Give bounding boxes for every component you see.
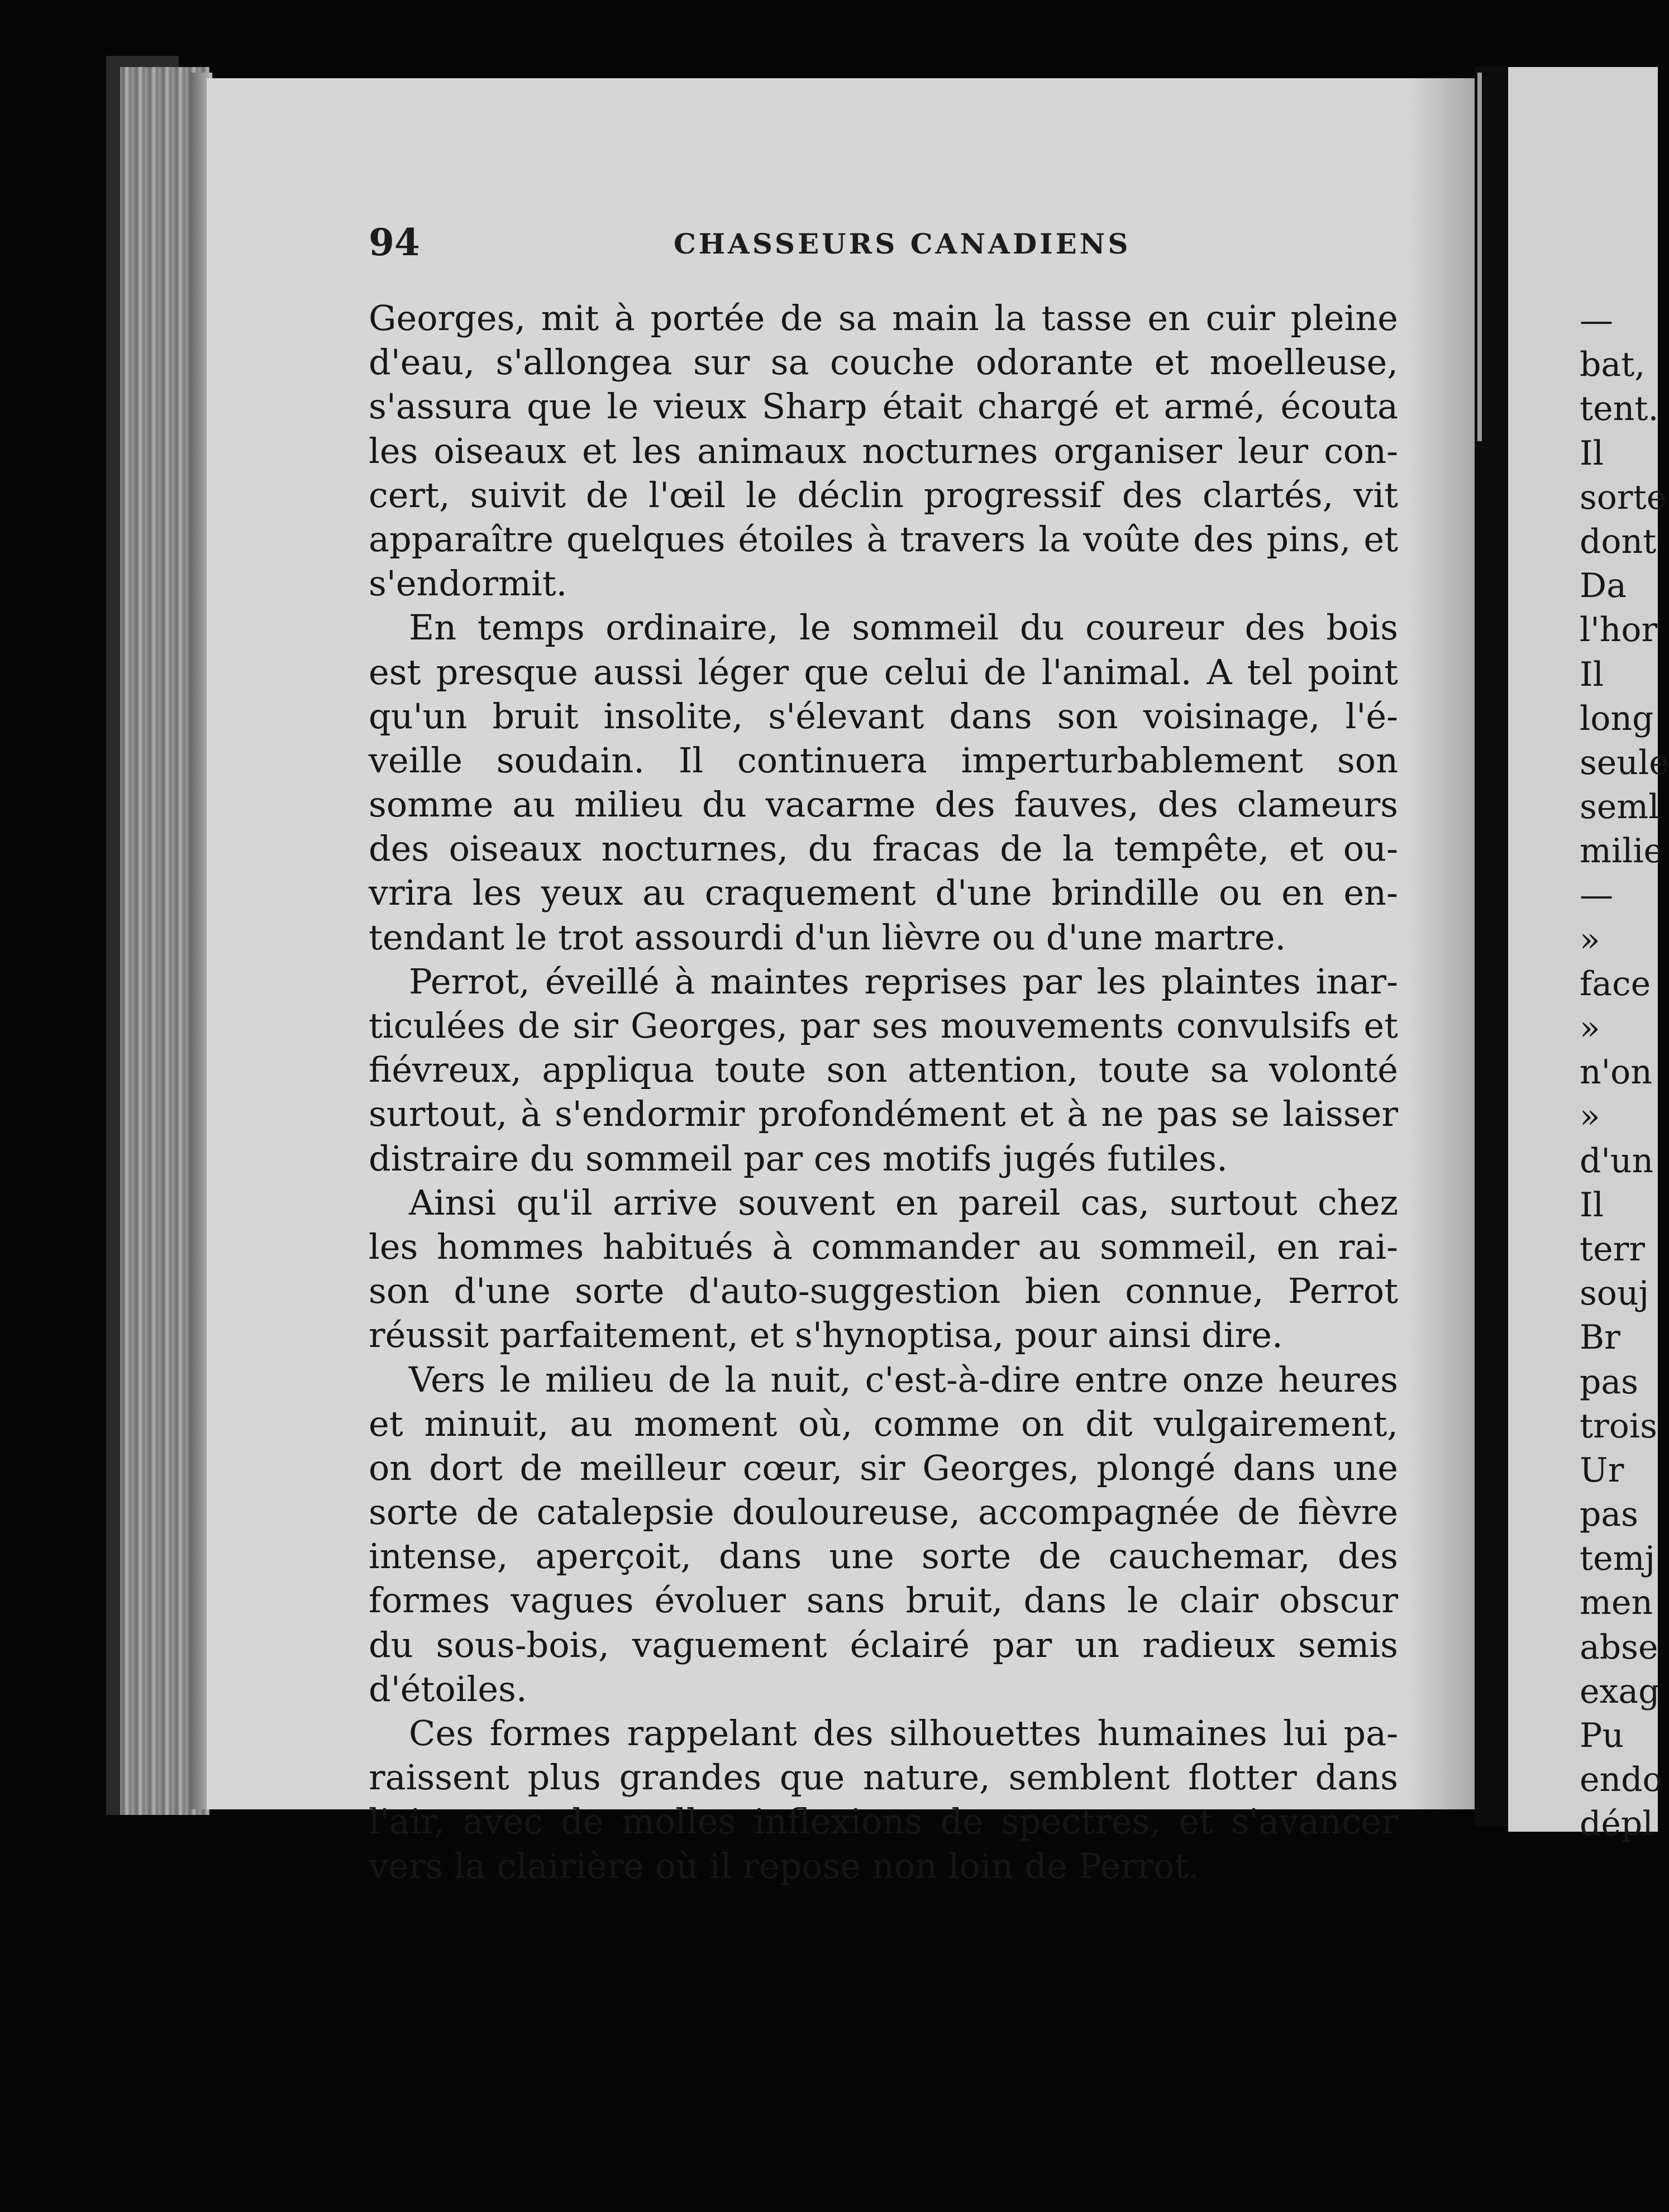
right-page-fragment: n'on — [1580, 1053, 1652, 1092]
paragraph-1 — [369, 296, 1398, 605]
text-line: s'assura que le vieux Sharp était chargé et armé, écouta — [369, 386, 1398, 427]
right-page-fragment: trois — [1580, 1406, 1657, 1446]
right-page-fragment: » — [1580, 1097, 1600, 1136]
right-page-fragment: terr — [1580, 1229, 1645, 1269]
right-page-fragment: dépl — [1580, 1804, 1653, 1844]
text-line: est presque aussi léger que celui de l'animal. A tel point — [369, 651, 1398, 692]
text-line: qu'un bruit insolite, s'élevant dans son voisinage, l'é- — [369, 695, 1398, 737]
paragraph-6 — [369, 1711, 1398, 1888]
right-page-fragment: pas — [1580, 1362, 1638, 1402]
text-line: En temps ordinaire, le sommeil du coureur des bois — [409, 607, 1398, 648]
right-page-fragment: d'un — [1580, 1141, 1654, 1181]
text-line: raissent plus grandes que nature, semblent flotter dans — [369, 1757, 1398, 1798]
text-line: sorte de catalepsie douloureuse, accompagnée de fièvre — [369, 1492, 1398, 1533]
paragraph-2 — [369, 605, 1398, 959]
text-line: surtout, à s'endormir profondément et à ne pas se laisser — [369, 1093, 1398, 1135]
right-page-fragment: Il — [1580, 1185, 1604, 1225]
right-page-fragment: Da — [1580, 566, 1627, 606]
right-page-fragment: Ur — [1580, 1450, 1624, 1490]
paragraph-3 — [369, 959, 1398, 1181]
right-page-fragment: dont — [1580, 522, 1657, 561]
right-page-fragment: pas — [1580, 1495, 1638, 1535]
text-line: des oiseaux nocturnes, du fracas de la tempête, et ou- — [369, 828, 1398, 869]
text-line: formes vagues évoluer sans bruit, dans le clair obscur — [369, 1580, 1398, 1621]
right-page-fragment: sorte — [1580, 477, 1667, 517]
text-line: cert, suivit de l'œil le déclin progressif des clartés, vit — [369, 474, 1398, 515]
text-line: vers la clairière où il repose non loin de Perrot. — [369, 1845, 1200, 1886]
text-line: Vers le milieu de la nuit, c'est-à-dire entre onze heures — [409, 1359, 1398, 1400]
text-line: d'étoiles. — [369, 1668, 527, 1709]
text-line: les hommes habitués à commander au sommeil, en rai- — [369, 1226, 1398, 1267]
right-page-fragment: face — [1580, 964, 1651, 1004]
right-page-fragment: Br — [1580, 1318, 1620, 1358]
text-line: Perrot, éveillé à maintes reprises par les plaintes inar- — [409, 961, 1398, 1002]
text-line: réussit parfaitement, et s'hynoptisa, pour ainsi dire. — [369, 1315, 1283, 1356]
text-line: ticulées de sir Georges, par ses mouvements convulsifs et — [369, 1005, 1398, 1046]
text-line: intense, aperçoit, dans une sorte de cauchemar, des — [369, 1536, 1398, 1577]
text-line: l'air, avec de molles inflexions de spectres, et s'avancer — [369, 1801, 1398, 1842]
right-page-fragment: bat, — [1580, 345, 1646, 385]
running-head: CHASSEURS CANADIENS — [674, 227, 1131, 260]
text-line: distraire du sommeil par ces motifs jugés futiles. — [369, 1138, 1228, 1179]
text-line: d'eau, s'allongea sur sa couche odorante et moelleuse, — [369, 342, 1398, 383]
right-page-fragment: — — [1580, 301, 1613, 340]
text-line: son d'une sorte d'auto-suggestion bien connue, Perrot — [369, 1270, 1398, 1312]
body-text — [369, 296, 1398, 1888]
right-page-fragment: endo — [1580, 1760, 1663, 1800]
right-page-fragment: abse — [1580, 1627, 1658, 1667]
page-header — [369, 221, 1374, 276]
right-page-fragment: tent. — [1580, 389, 1659, 429]
right-page-fragment: souj — [1580, 1274, 1649, 1313]
right-page-fragment: » — [1580, 1009, 1600, 1048]
text-line: fiévreux, appliqua toute son attention, toute sa volonté — [369, 1049, 1398, 1091]
right-page-fragment: seule — [1580, 743, 1669, 782]
text-line: les oiseaux et les animaux nocturnes organiser leur con- — [369, 430, 1398, 471]
text-line: vrira les yeux au craquement d'une brindille ou en en- — [369, 872, 1398, 914]
text-line: apparaître quelques étoiles à travers la voûte des pins, et — [369, 518, 1398, 560]
right-page-fragment: seml — [1580, 787, 1660, 827]
right-page-fragment: long — [1580, 699, 1654, 738]
text-line: et minuit, au moment où, comme on dit vulgairement, — [369, 1403, 1398, 1444]
right-page-fragment: temj — [1580, 1539, 1656, 1579]
page-number: 94 — [369, 221, 420, 264]
right-page-fragment: Il — [1580, 433, 1604, 473]
text-line: tendant le trot assourdi d'un lièvre ou d'une martre. — [369, 916, 1286, 958]
right-page-fragment: Il — [1580, 654, 1604, 694]
text-line: du sous-bois, vaguement éclairé par un radieux semis — [369, 1624, 1398, 1665]
gutter-highlight — [1477, 73, 1482, 441]
text-line: Georges, mit à portée de sa main la tasse en cuir pleine — [369, 298, 1398, 338]
text-line: s'endormit. — [369, 563, 568, 604]
paragraph-5 — [369, 1358, 1398, 1712]
text-line: Ces formes rappelant des silhouettes humaines lui pa- — [409, 1713, 1398, 1754]
text-line: Ainsi qu'il arrive souvent en pareil cas, surtout chez — [409, 1182, 1398, 1223]
text-line: somme au milieu du vacarme des fauves, des clameurs — [369, 784, 1398, 825]
right-page-fragment: — — [1580, 876, 1613, 915]
right-page-fragment: milie — [1580, 832, 1663, 871]
right-page-fragment: l'hor — [1580, 610, 1658, 650]
paragraph-4 — [369, 1181, 1398, 1358]
right-page-fragment: men — [1580, 1583, 1653, 1623]
right-page-fragment: » — [1580, 920, 1600, 959]
text-line: on dort de meilleur cœur, sir Georges, plongé dans une — [369, 1447, 1398, 1488]
right-page-fragments — [1580, 299, 1669, 1847]
right-page-fragment: exag — [1580, 1671, 1660, 1711]
right-page-fragment: Pu — [1580, 1716, 1624, 1755]
text-line: veille soudain. Il continuera imperturbablement son — [369, 739, 1398, 781]
